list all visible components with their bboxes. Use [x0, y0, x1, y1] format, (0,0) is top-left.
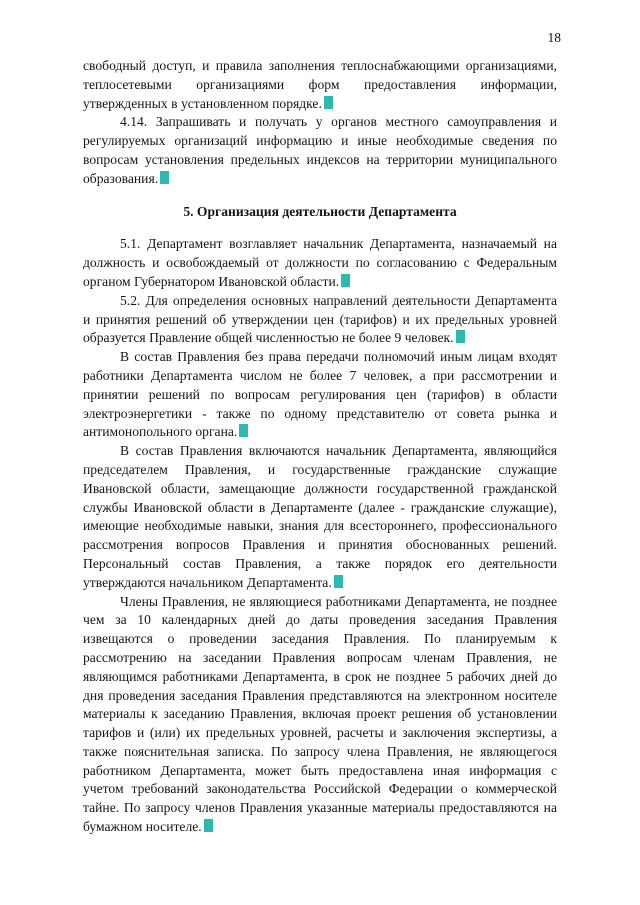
paragraph-text: 5.2. Для определения основных направлений деятельности Департамента и принятия решений об утверждении цен (тарифов) и их предельных уровней образуется Правление общей численностью не более 9 человек. [83, 292, 557, 346]
paragraph [83, 442, 557, 592]
highlight-marker [456, 330, 465, 343]
highlight-marker [239, 424, 248, 437]
paragraph [83, 57, 557, 113]
page-number: 18 [547, 30, 561, 45]
paragraph [83, 113, 557, 188]
paragraph-text: В состав Правления включаются начальник Департамента, являющийся председателем Правления, и государственные гражданские служащие Ивановской области, замещающие должности государственной гражданской службы Ивановской области в Департаменте (далее - гражданские служащие), имеющие необходимые навыки, знания для всестороннего, профессионального рассмотрения вопросов Правления и принятия обоснованных решений. Персональный состав Правления, а также порядок его деятельности утверждаются начальником Департамента. [83, 443, 557, 590]
paragraph-text: 5.1. Департамент возглавляет начальник Департамента, назначаемый на должность и освобождаемый от должности по согласованию с Федеральным органом Губернатором Ивановской области. [83, 236, 557, 289]
highlight-marker [204, 819, 213, 832]
document-body [83, 57, 557, 837]
paragraph-text: Члены Правления, не являющиеся работниками Департамента, не позднее чем за 10 календарных дней до даты проведения заседания Правления извещаются о проведении заседания Правления. По планируемым к рассмотрению на заседании Правления вопросам членам Правления, не являющимся работниками Департамента, в срок не позднее 5 рабочих дней до дня проведения заседания Правления представляются на электронном носителе материалы к заседанию Правления, включая проект решения об установлении тарифов и (или) их предельных уровней, расчеты и заключения экспертизы, а также пояснительная записка. По запросу члена Правления, не являющегося работником Департамента, может быть предоставлена иная информация с учетом требований законодательства Российской Федерации о коммерческой тайне. По запросу членов Правления указанные материалы предоставляются на бумажном носителе. [83, 593, 557, 835]
highlight-marker [160, 171, 169, 184]
highlight-marker [334, 575, 343, 588]
paragraph-text: свободный доступ, и правила заполнения теплоснабжающими организациями, теплосетевыми организациями форм предоставления информации, утвержденных в установленном порядке. [83, 58, 557, 111]
paragraph [83, 235, 557, 291]
section-heading: 5. Организация деятельности Департамента [183, 203, 457, 219]
paragraph-text: В состав Правления без права передачи полномочий иным лицам входят работники Департамента числом не более 7 человек, а при рассмотрении и принятии решений по вопросам регулирования цен (тарифов) в области электроэнергетики - также по одному представителю от совета рынка и антимонопольного органа. [83, 349, 557, 440]
paragraph [83, 348, 557, 442]
paragraph-text: 4.14. Запрашивать и получать у органов местного самоуправления и регулируемых организаций информацию и иные необходимые сведения по вопросам установления предельных индексов на территории муниципального образования. [83, 114, 557, 186]
paragraph [83, 292, 557, 348]
paragraph [83, 593, 557, 837]
highlight-marker [341, 274, 350, 287]
highlight-marker [324, 96, 333, 109]
